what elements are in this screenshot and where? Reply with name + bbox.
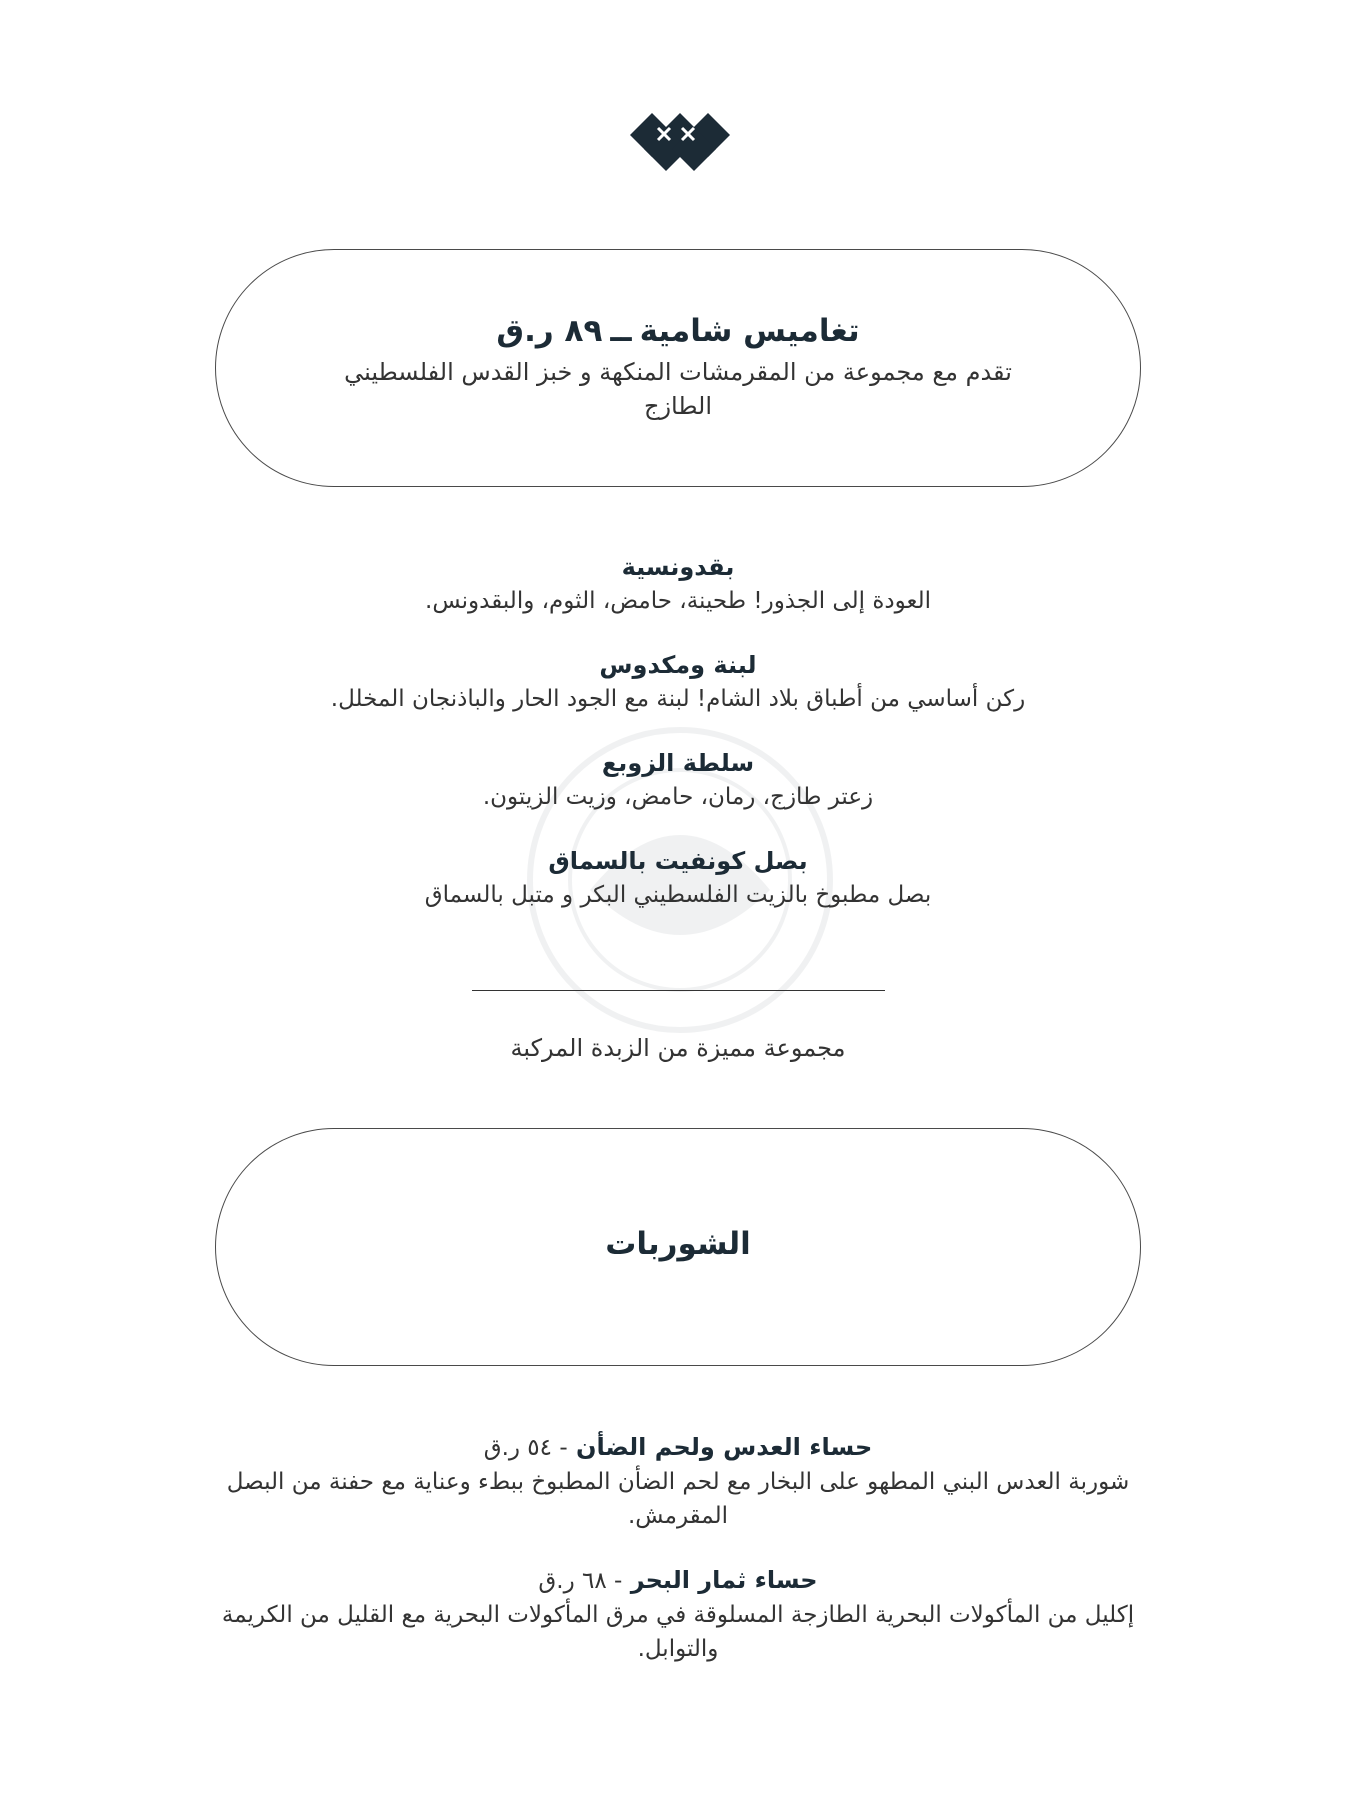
section-title: الشوربات xyxy=(605,1226,751,1262)
section-title: تغاميس شاميةــ٨٩ ر.ق xyxy=(496,313,860,349)
item-name: لبنة ومكدوس xyxy=(599,651,757,679)
cold-items-list xyxy=(215,550,1141,942)
item-name: بصل كونفيت بالسماق xyxy=(548,847,808,875)
section-price: ٨٩ ر.ق xyxy=(496,313,603,349)
item-price: - ٦٨ ر.ق xyxy=(538,1568,623,1594)
soups-header xyxy=(215,1128,1141,1366)
item-name: بقدونسية xyxy=(621,553,735,581)
item-description: زعتر طازج، رمان، حامض، وزيت الزيتون. xyxy=(482,784,874,810)
item-description: شوربة العدس البني المطهو على البخار مع لحم الضأن المطبوخ ببطء وعناية مع حفنة من البصل المقرمش. xyxy=(226,1469,1130,1529)
butter-note: مجموعة مميزة من الزبدة المركبة xyxy=(510,1034,846,1062)
menu-item xyxy=(215,550,1141,618)
item-name: حساء العدس ولحم الضأن - ٥٤ ر.ق xyxy=(483,1433,873,1461)
menu-item xyxy=(215,844,1141,912)
menu-item xyxy=(215,1563,1141,1666)
item-price: - ٥٤ ر.ق xyxy=(483,1435,568,1461)
item-description: العودة إلى الجذور! طحينة، حامض، الثوم، والبقدونس. xyxy=(425,588,931,614)
menu-item xyxy=(215,746,1141,814)
cold-mezze-header xyxy=(215,249,1141,487)
soup-items-list xyxy=(215,1430,1141,1696)
item-description: بصل مطبوخ بالزيت الفلسطيني البكر و متبل بالسماق xyxy=(424,882,932,908)
item-description: إكليل من المأكولات البحرية الطازجة المسلوقة في مرق المأكولات البحرية مع القليل من الكريمة والتوابل. xyxy=(221,1602,1135,1662)
item-name: سلطة الزوبع xyxy=(601,749,755,777)
item-description: ركن أساسي من أطباق بلاد الشام! لبنة مع الجود الحار والباذنجان المخلل. xyxy=(330,686,1026,712)
menu-item xyxy=(215,648,1141,716)
w-logo-icon xyxy=(630,110,730,180)
section-description: تقدم مع مجموعة من المقرمشات المنكهة و خبز القدس الفلسطيني الطازج xyxy=(344,358,1012,420)
item-name: حساء ثمار البحر - ٦٨ ر.ق xyxy=(538,1566,818,1594)
divider xyxy=(472,990,885,991)
menu-item xyxy=(215,1430,1141,1533)
